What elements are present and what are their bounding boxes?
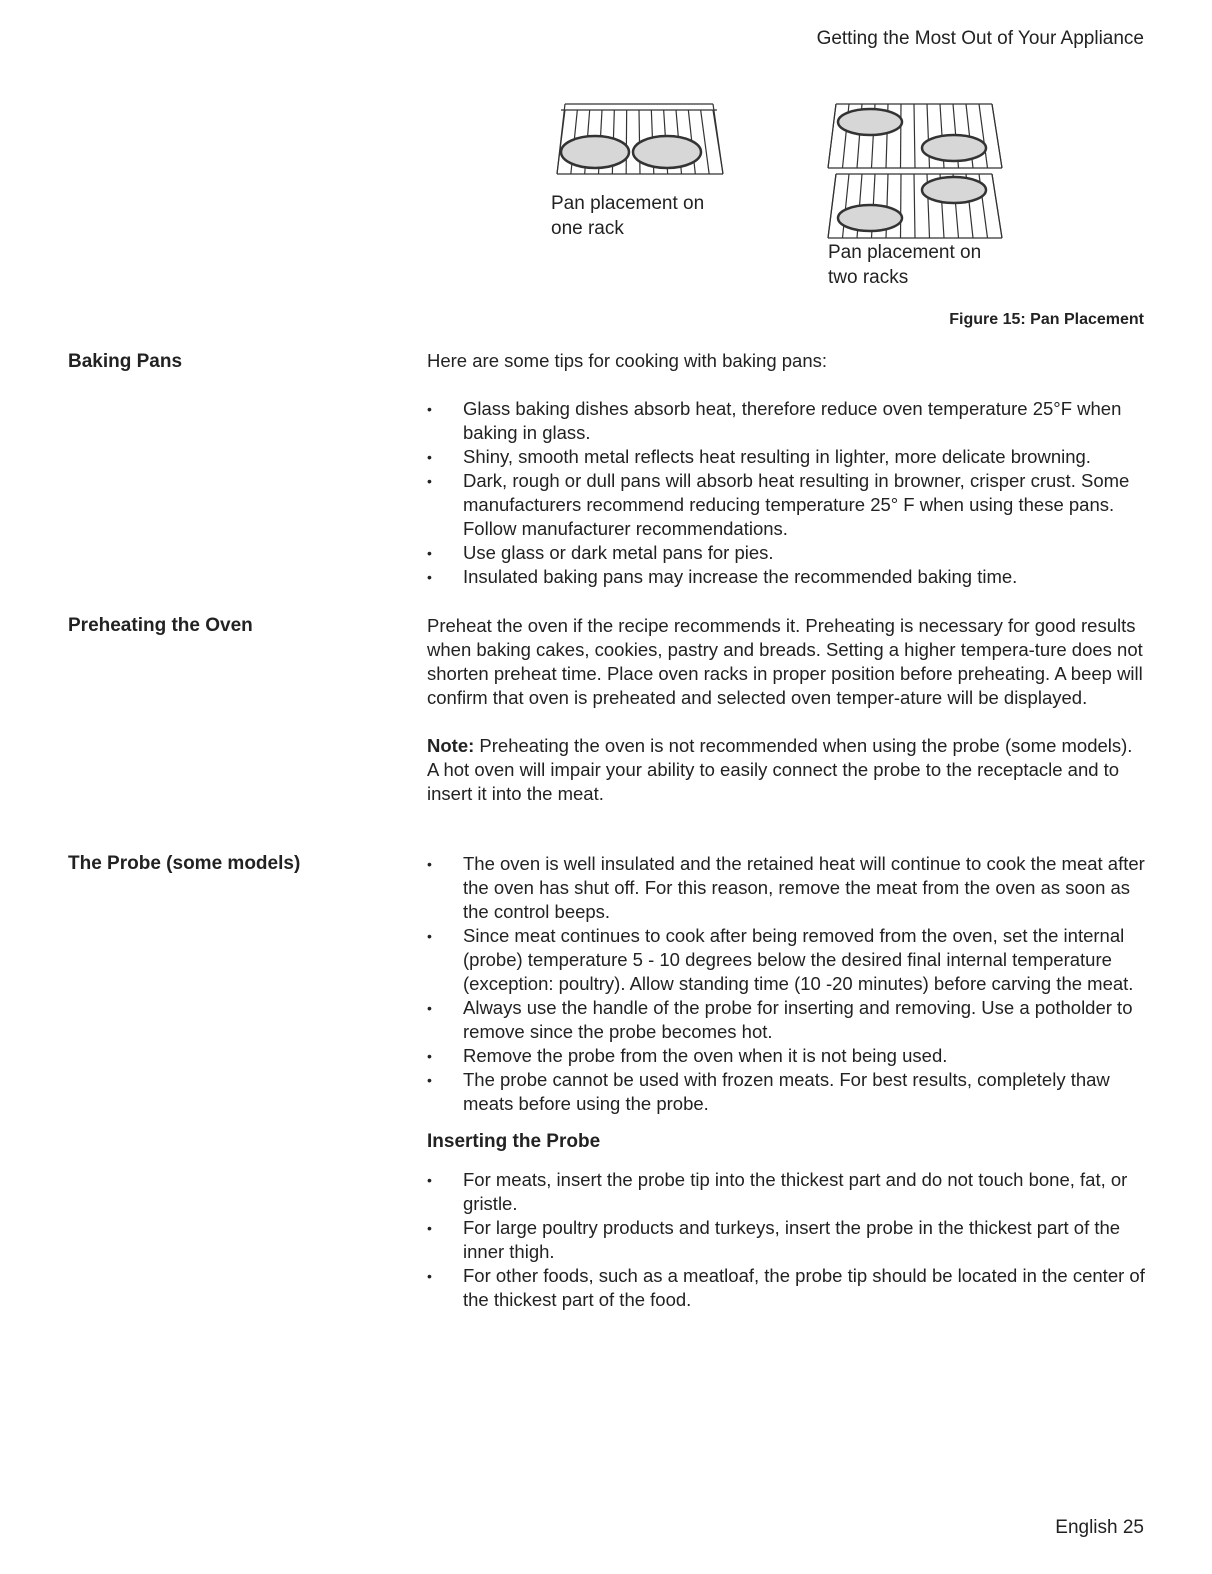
list-item: • For large poultry products and turkeys, insert the probe in the thickest part of the inner thigh. [427,1216,1145,1264]
pan-upper-left [838,109,902,135]
heading-inserting-probe: Inserting the Probe [427,1131,601,1152]
note-label: Note: [427,735,475,756]
baking-pans-list [427,397,1145,589]
list-item: • Glass baking dishes absorb heat, therefore reduce oven temperature 25°F when baking in glass. [427,397,1145,445]
list-item: • Since meat continues to cook after being removed from the oven, set the internal (probe) temperature 5 - 10 degrees below the desired final internal temperature (exception: poultry). Allow standing time (10 -20 minutes) before carving the meat. [427,924,1145,996]
preheating-paragraph: Preheat the oven if the recipe recommends it. Preheating is necessary for good results when baking cakes, cookies, pastry and breads. Setting a higher tempera-ture does not shorten preheat time. Place oven racks in proper position before preheating. A beep will confirm that oven is preheated and selected oven temper-ature will be displayed. [427,615,1143,708]
probe-section [427,852,1145,1312]
pan-left [561,136,629,168]
probe-list [427,852,1145,1116]
list-item: • The probe cannot be used with frozen meats. For best results, completely thaw meats before using the probe. [427,1068,1145,1116]
caption-one-rack-line1: Pan placement on [551,193,705,214]
inserting-probe-list [427,1168,1145,1312]
pan-right [633,136,701,168]
two-racks-illustration [826,100,1006,240]
caption-two-racks-line1: Pan placement on [828,242,982,263]
list-item: • For meats, insert the probe tip into the thickest part and do not touch bone, fat, or gristle. [427,1168,1145,1216]
one-rack-illustration [555,100,725,180]
heading-baking-pans: Baking Pans [68,351,183,372]
list-item: • Shiny, smooth metal reflects heat resulting in lighter, more delicate browning. [427,445,1145,469]
pan-lower-left [838,205,902,231]
list-item: • Use glass or dark metal pans for pies. [427,541,1145,565]
list-item: • Always use the handle of the probe for inserting and removing. Use a potholder to remove since the probe becomes hot. [427,996,1145,1044]
caption-two-racks [828,240,981,290]
list-item: • Dark, rough or dull pans will absorb heat resulting in browner, crisper crust. Some manufacturers recommend reducing temperature 25° F when using these pans. Follow manufacturer recommendations. [427,469,1145,541]
note-text: Preheating the oven is not recommended when using the probe (some models). A hot oven will impair your ability to easily connect the probe to the receptacle and to insert it into the meat. [427,735,1133,804]
heading-preheating: Preheating the Oven [68,615,253,636]
list-item: • Insulated baking pans may increase the recommended baking time. [427,565,1145,589]
caption-two-racks-line2: two racks [828,267,909,288]
pan-lower-right [922,177,986,203]
preheating-note [427,734,1145,806]
running-head: Getting the Most Out of Your Appliance [816,28,1144,49]
page-number: English 25 [1055,1517,1144,1538]
heading-probe: The Probe (some models) [68,853,301,874]
baking-pans-section [427,349,1145,589]
caption-one-rack-line2: one rack [551,218,624,239]
list-item: • For other foods, such as a meatloaf, the probe tip should be located in the center of the thickest part of the food. [427,1264,1145,1312]
figure-title: Figure 15: Pan Placement [949,311,1144,328]
caption-one-rack [551,191,704,241]
pan-upper-right [922,135,986,161]
list-item: • The oven is well insulated and the retained heat will continue to cook the meat after the oven has shut off. For this reason, remove the meat from the oven as soon as the control beeps. [427,852,1145,924]
preheating-section [427,614,1145,806]
list-item: • Remove the probe from the oven when it is not being used. [427,1044,1145,1068]
baking-pans-intro: Here are some tips for cooking with baking pans: [427,350,828,371]
